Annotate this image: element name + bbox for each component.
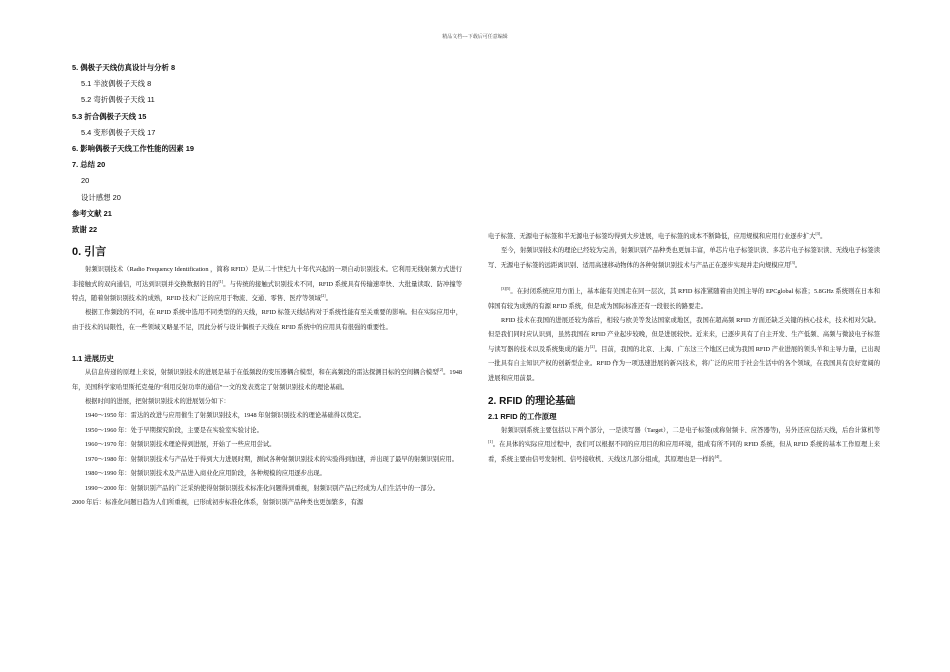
history-list-item: 1950～1960 年：处于早期探究阶段，主要是在实验室实验讨论。 bbox=[85, 426, 263, 434]
toc-item[interactable]: 5.3 折合偶极子天线 15 bbox=[72, 111, 147, 121]
history-paragraph: 根据时间的进展，把射频识别技术的进展划分如下： bbox=[85, 398, 230, 406]
history-paragraph: 从信息传递的原理上来说，射频识别技术的进展是基于在低频段的变压器耦合模型，和在高频段的雷达探测目标的空间耦合模型[2]。1948 年，美国科学家哈里斯托克曼的“利用反射功率的通信”一文的发表奠定了射频识别技术的理论基础。 bbox=[72, 367, 463, 391]
citation[interactable]: [4] bbox=[714, 453, 720, 459]
citation[interactable]: [1] bbox=[488, 439, 493, 445]
citation[interactable]: [3][5] bbox=[501, 286, 511, 292]
history-list-item: 1970～1980 年：射频识别技术与产品处于得到大力进展时期，测试各种射频识别技术的实验得到加速，并出现了最早的射频识别应用。 bbox=[85, 455, 459, 463]
china-paragraph: RFID 技术在我国的进展还较为落后，相较与欧美等发达国家或地区，我国在超高频 RFID 方面还缺乏关键的核心技术，技术相对欠缺。但是我们同时应认识到，虽然我国在 RFID 产业起步较晚，但是进展较快。近来来，已逐步具有了自主开发、生产低频、高频与微波电子标签与读写器的技术以及系统集成的能力[2]。目前，我国的北京、上海、广东这三个地区已成为我国 RFID 产业进展的领头羊和主导力量，已出现一批具有自主知识产权的创新型企业。RFID 作为一项迅速进展的新兴技术，将广泛的应用于社会生活中的各个领域，在我国具有良好宽阔的进展和应用前景。 bbox=[488, 317, 881, 382]
history-list-item: 1940～1950 年：雷达的改进与应用催生了射频识别技术，1948 年射频识别技术的理论基础得以奠定。 bbox=[85, 412, 366, 420]
intro-paragraph: 根据工作频段的不同，在 RFID 系统中选用不同类型的的天线，RFID 标签天线结构对于系统性能有至关重要的影响。但在实际应用中，由于技术的局限性，在一些领域又略显不足，因此分析与设计偶极子天线在 RFID 系统中的应用具有很强的重要性。 bbox=[72, 309, 462, 331]
table-of-contents bbox=[72, 60, 462, 238]
history-paragraph: 至今，射频识别技术的理论已经较为完善，射频识别产品种类也更加丰富，单芯片电子标签识读、多芯片电子标签识读、无线电子标签读写、无源电子标签的远距离识别、适用高速移动物体的各种射频识别技术与产品正在逐步实现并走向规模应用[3]。 bbox=[488, 247, 880, 269]
left-column bbox=[72, 60, 462, 510]
right-column bbox=[488, 230, 880, 467]
section-title-intro: 0. 引言 bbox=[72, 246, 107, 259]
toc-item[interactable]: 5. 偶极子天线仿真设计与分析 8 bbox=[72, 63, 176, 72]
citation[interactable]: [3] bbox=[790, 259, 795, 265]
intro-paragraph: 射频识别技术（Radio Frequency Identification ，简称 RFID）是从二十世纪九十年代兴起的一项自动识别技术。它利用无线射频方式进行非接触式的双向通信，可达到识别并交换数据的目的[1]。与传统的接触式识别技术不同，RFID 系统具有传输速率快、大批量读取、防冲撞等特点，随着射频识别技术的成熟，RFID 技术广泛的应用于物流、交通、零售、医疗等领域[2]。 bbox=[72, 266, 463, 303]
section-title-history: 1.1 进展历史 bbox=[72, 354, 114, 364]
toc-item[interactable]: 参考文献 21 bbox=[72, 208, 112, 218]
citation[interactable]: [1] bbox=[218, 278, 224, 284]
citation[interactable]: [2] bbox=[438, 367, 444, 373]
standards-paragraph: [3][5]。在封闭系统应用方面上，基本能有美国走在同一层次，其 RFID 标准紧随着由美国主导的 EPCglobal 标准；5.8GHz 系统则在日本和韩国有较为成熟的有源 RFID 系统，但是成为国际标准还有一段很长的路要走。 bbox=[488, 286, 880, 310]
toc-item[interactable]: 5.4 变形偶极子天线 17 bbox=[81, 127, 156, 137]
toc-item[interactable]: 20 bbox=[81, 176, 90, 186]
section-title-principle: 2.1 RFID 的工作原理 bbox=[488, 412, 557, 422]
toc-item[interactable]: 5.2 弯折偶极子天线 11 bbox=[81, 95, 155, 105]
history-continued: 电子标签、无源电子标签和半无源电子标签均得到大步进展，电子标签的成本不断降低，应用规模和应用行业逐步扩大[3]。 bbox=[488, 230, 827, 240]
citation[interactable]: [3] bbox=[815, 230, 821, 236]
section-title-theory: 2. RFID 的理论基础 bbox=[488, 396, 576, 408]
citation[interactable]: [2] bbox=[589, 343, 595, 349]
history-list-item: 1990～2000 年：射频识别产品的广泛采纳使得射频识别技术标准化问题得到重视，射频识别产品已经成为人们生活中的一部分。 bbox=[85, 484, 440, 492]
history-list-item: 1960～1970 年：射频识别技术理论得到进展，开始了一些应用尝试。 bbox=[85, 441, 276, 449]
toc-item[interactable]: 设计感想 20 bbox=[81, 192, 121, 202]
toc-item[interactable]: 致谢 22 bbox=[72, 225, 98, 235]
citation[interactable]: [2] bbox=[320, 292, 326, 298]
toc-item[interactable]: 6. 影响偶极子天线工作性能的因素 19 bbox=[72, 144, 194, 154]
page-header: 精品文档---下载后可任意编辑 bbox=[442, 34, 508, 40]
history-list-item: 1980～1990 年：射频识别技术及产品进入商业化应用阶段，各种规模的应用逐步出现。 bbox=[85, 470, 326, 478]
toc-item[interactable]: 5.1 半波偶极子天线 8 bbox=[81, 79, 152, 89]
toc-item[interactable]: 7. 总结 20 bbox=[72, 160, 106, 170]
history-list-item: 2000 年后：标准化问题日趋为人们所重视，已形成初步标准化体系，射频识别产品种类也更加繁多，有源 bbox=[72, 498, 364, 506]
principle-paragraph: 射频识别系统主要包括以下两个部分，一是读写器（Target），二是电子标签(或称射频卡、应答器等)，另外还应包括天线，后台计算机等[1]。在具体的实际应用过程中，我们可以根据不同的应用目的和应用环境，组成有所不同的 RFID 系统，但从 RFID 系统的基本工作原理上来看，系统主要由信号发射机、信号接收机、天线这几部分组成，其原理也是一样的[4]。 bbox=[488, 427, 880, 463]
